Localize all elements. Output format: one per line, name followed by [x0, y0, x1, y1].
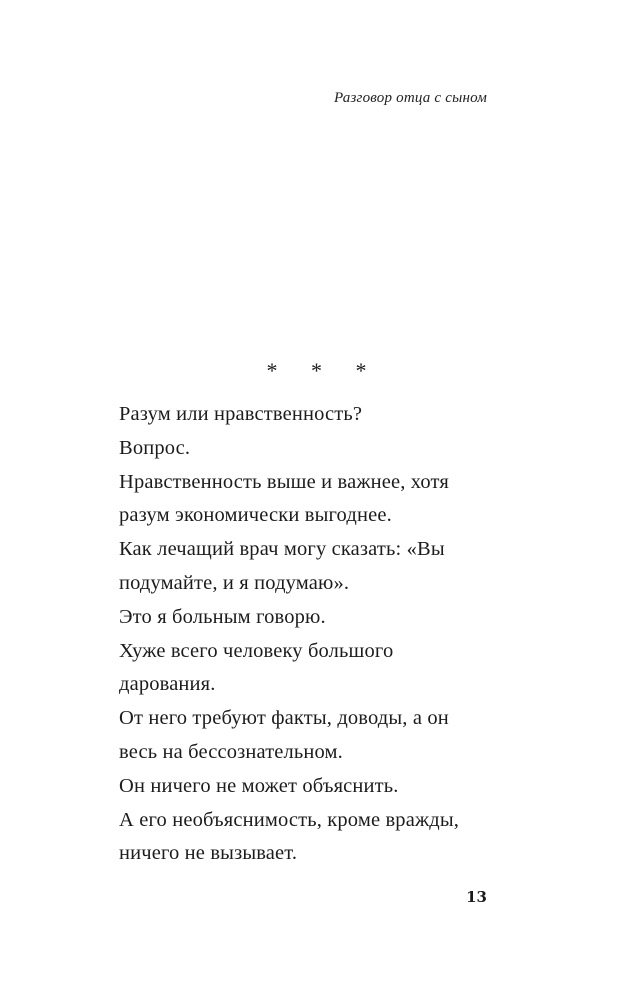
text-line: Он ничего не может объяснить.: [119, 774, 399, 797]
section-separator: * * *: [266, 358, 381, 383]
running-head: Разговор отца с сыном: [334, 90, 487, 106]
text-line: Нравственность выше и важнее, хотя: [119, 470, 449, 493]
text-line: дарования.: [119, 673, 216, 696]
text-line: А его необъяснимость, кроме вражды,: [119, 808, 460, 831]
text-line: Разум или нравственность?: [119, 403, 363, 425]
text-line: подумайте, и я подумаю».: [119, 571, 350, 594]
text-line: Вопрос.: [119, 436, 191, 459]
body-text: [119, 398, 499, 871]
page-number: 13: [466, 888, 487, 906]
text-line: Как лечащий врач могу сказать: «Вы: [119, 538, 445, 561]
text-line: Это я больным говорю.: [119, 605, 326, 628]
text-line: разум экономически выгоднее.: [119, 504, 392, 527]
text-line: ничего не вызывает.: [119, 842, 298, 865]
text-line: Хуже всего человеку большого: [119, 639, 394, 662]
text-line: весь на бессознательном.: [119, 740, 343, 763]
text-line: От него требуют факты, доводы, а он: [119, 707, 449, 730]
